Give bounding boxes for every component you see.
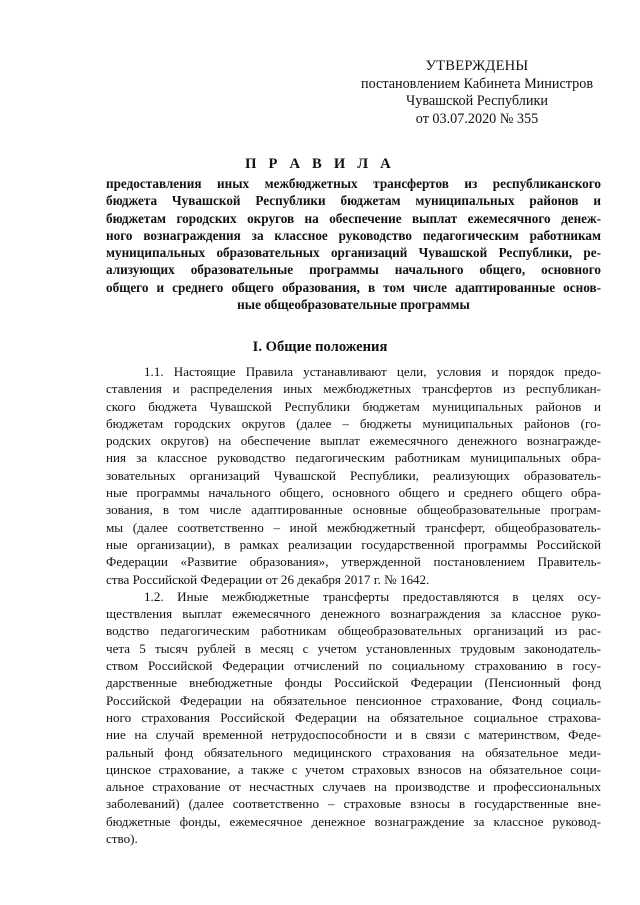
paragraph-line: бюджетные фонды, ежемесячное денежное вознаграждение за классное руковод-: [106, 813, 601, 829]
paragraph-line: мы (далее соответственно – иной межбюджетный трансферт, общеобразователь-: [106, 519, 601, 535]
paragraph-line: ные программы начального общего, основного общего и среднего общего обра-: [106, 485, 601, 501]
paragraph-line: ные организации), в рамках реализации государственной программы Российской: [106, 536, 601, 552]
paragraph-line: заболеваний) (далее соответственно – страховые взносы в государственные вне-: [106, 796, 601, 812]
approval-line-2: Чувашской Республики: [406, 93, 548, 109]
paragraph-line: ния за классное руководство педагогическим работникам муниципальных обра-: [106, 450, 601, 466]
paragraph-line: ние на случай временной нетрудоспособности и в связи с материнством, Феде-: [106, 727, 601, 743]
paragraph-line: ства Российской Федерации от 26 декабря 2017 г. № 1642.: [106, 571, 430, 587]
paragraph-line: 1.1. Настоящие Правила устанавливают цели, условия и порядок предо-: [144, 364, 601, 379]
rules-subtitle: [106, 175, 601, 313]
paragraph-line: 1.2. Иные межбюджетные трансферты предоставляются в целях осу-: [144, 588, 601, 604]
approval-line-3: от 03.07.2020 № 355: [415, 110, 539, 127]
paragraph-line: зования, в том числе адаптированные основные общеобразовательные програм-: [106, 502, 601, 518]
paragraph-line: бюджетам городских округов (далее – бюджеты муниципальных районов (го-: [106, 415, 601, 431]
paragraph-line: Российской Федерации на обязательное пенсионное страхование, Фонд социаль-: [106, 692, 601, 708]
approval-stamp: [352, 58, 602, 128]
approval-title: УТВЕРЖДЕНЫ: [425, 58, 529, 74]
subtitle-line: муниципальных образовательных организаций Чувашской Республики, ре-: [106, 245, 601, 261]
paragraph-line: водство педагогическим работникам общеобразовательных организаций из рас-: [106, 623, 601, 639]
paragraph-line: альное страхование от несчастных случаев на производстве и профессиональных: [106, 779, 601, 795]
paragraph-line: ществления выплат ежемесячного денежного вознаграждения за классное руко-: [106, 606, 601, 622]
approval-line-1: постановлением Кабинета Министров: [360, 75, 594, 92]
paragraph-line: ского бюджета Чувашской Республики бюджетам муниципальных районов и: [106, 398, 601, 414]
paragraph-line: зовательных организаций Чувашской Республики, реализующих образователь-: [106, 467, 601, 483]
subtitle-line: предоставления иных межбюджетных трансфертов из республиканского: [106, 176, 601, 191]
paragraph-line: ставления и распределения иных межбюджетных трансфертов из республикан-: [106, 381, 601, 397]
rules-title: П Р А В И Л А: [245, 156, 395, 172]
subtitle-line: ные общеобразовательные программы: [237, 297, 470, 313]
paragraph-1-2: [106, 588, 601, 847]
paragraph-line: ством Российской Федерации отчислений по социальному страхованию в госу-: [106, 658, 601, 674]
paragraph-line: чета 5 тысяч рублей в месяц с учетом установленных трудовым законодатель-: [106, 640, 601, 656]
document-body: [106, 363, 601, 847]
paragraph-1-1: [106, 363, 601, 588]
subtitle-line: ного вознаграждения за классное руководство педагогическим работникам: [106, 227, 601, 243]
paragraph-line: ральный фонд обязательного медицинского страхования на обязательное меди-: [106, 744, 601, 760]
paragraph-line: дарственные внебюджетные фонды Российской Федерации (Пенсионный фонд: [106, 675, 601, 691]
paragraph-line: ство).: [106, 831, 138, 847]
subtitle-line: бюджетам городских округов на обеспечение выплат ежемесячного денеж-: [106, 210, 601, 226]
subtitle-line: бюджета Чувашской Республики бюджетам муниципальных районов и: [106, 193, 601, 209]
paragraph-line: ного страхования Российской Федерации на обязательное социальное страхова-: [106, 709, 601, 725]
section-heading: I. Общие положения: [252, 339, 388, 355]
subtitle-line: общего и среднего общего образования, в том числе адаптированные основ-: [106, 279, 601, 295]
paragraph-line: цинское страхование, а также с учетом страховых взносов на обязательное соци-: [106, 761, 601, 777]
subtitle-line: ализующих образовательные программы начального общего, основного: [106, 262, 601, 278]
paragraph-line: Федерации «Развитие образования», утвержденной постановлением Правитель-: [106, 554, 601, 570]
paragraph-line: родских округов) на обеспечение выплат ежемесячного денежного вознагражде-: [106, 433, 601, 449]
